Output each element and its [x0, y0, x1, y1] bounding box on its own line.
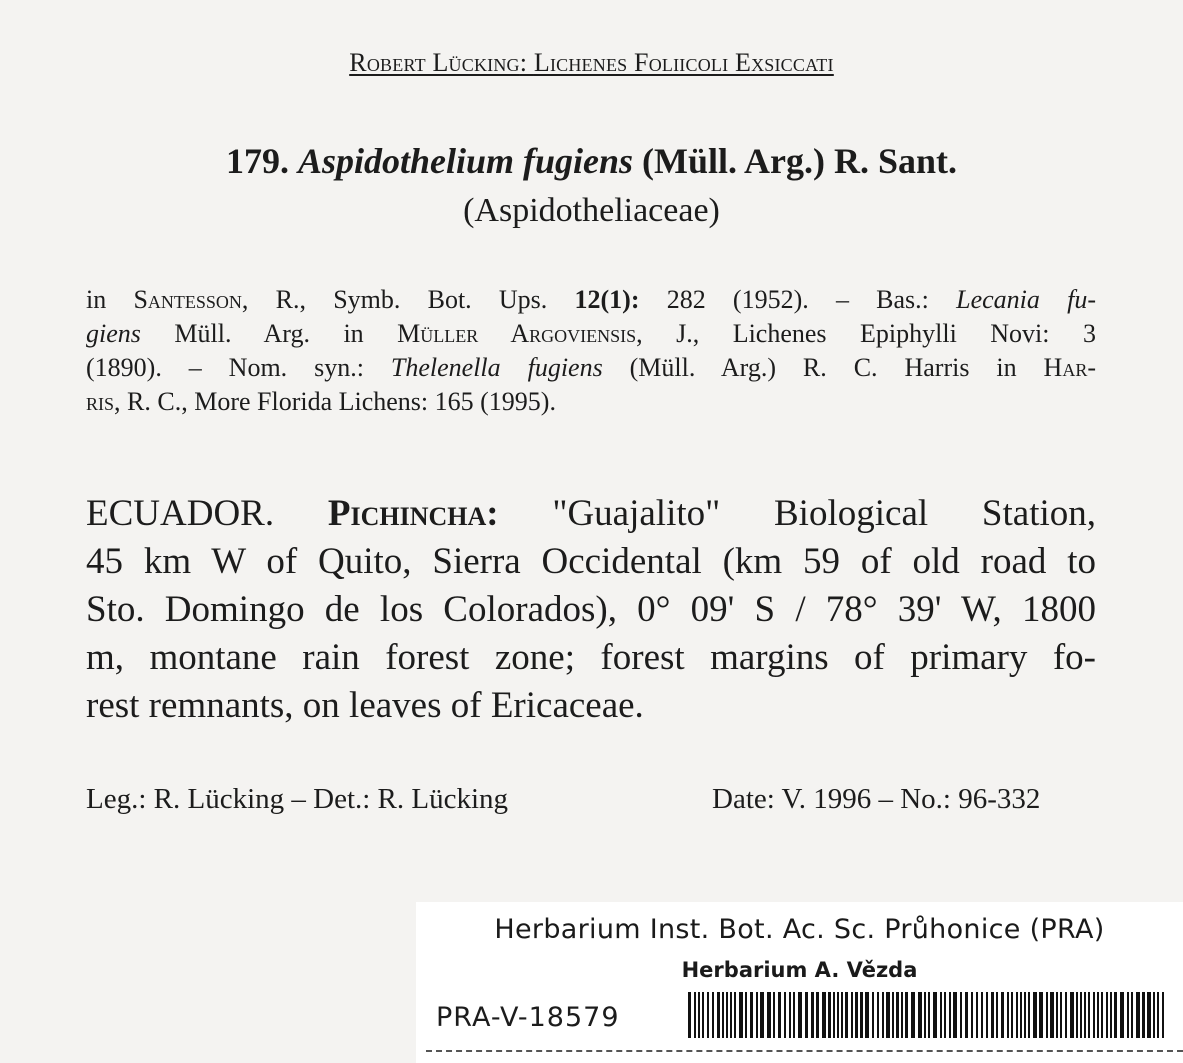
barcode-bar — [981, 992, 983, 1038]
barcode-bar — [722, 992, 724, 1038]
barcode-bar — [1080, 992, 1082, 1038]
barcode-bar — [726, 992, 728, 1038]
barcode-bar — [1076, 992, 1078, 1038]
synonym: Thelenella fugiens — [390, 353, 603, 382]
herbarium-sticker — [416, 902, 1183, 1063]
barcode-bar — [793, 992, 795, 1038]
barcode-bar — [1033, 992, 1037, 1038]
barcode-bar — [698, 992, 700, 1038]
barcode-bar — [773, 992, 775, 1038]
barcode-bar — [822, 992, 826, 1038]
nomenclatural-citation — [86, 283, 1096, 419]
barcode — [688, 992, 1166, 1038]
barcode-bar — [739, 992, 743, 1038]
barcode-bar — [707, 992, 709, 1038]
barcode-bar — [1050, 992, 1054, 1038]
locality-line: ECUADOR. Pichincha: "Guajalito" Biological Station, — [86, 493, 1096, 534]
barcode-bar — [1127, 992, 1129, 1038]
series-header — [0, 48, 1183, 78]
barcode-bar — [789, 992, 791, 1038]
barcode-bar — [949, 992, 951, 1038]
barcode-bar — [1039, 992, 1043, 1038]
citation-line: (1890). – Nom. syn.: Thelenella fugiens (Müll. Arg.) R. C. Harris in Har- — [86, 353, 1096, 382]
barcode-bar — [1110, 992, 1112, 1038]
barcode-bar — [837, 992, 839, 1038]
barcode-bar — [1028, 992, 1030, 1038]
taxon-title — [0, 140, 1183, 182]
barcode-bar — [1016, 992, 1018, 1038]
specimen-id: PRA-V-18579 — [436, 1002, 620, 1033]
barcode-bar — [872, 992, 874, 1038]
barcode-bar — [901, 992, 903, 1038]
series-author: Robert Lücking — [349, 48, 520, 77]
barcode-bar — [1120, 992, 1124, 1038]
barcode-bar — [805, 992, 808, 1038]
family-name: (Aspidotheliaceae) — [463, 192, 720, 229]
barcode-bar — [896, 992, 899, 1038]
barcode-bar — [1001, 992, 1004, 1038]
barcode-bar — [811, 992, 814, 1038]
barcode-bar — [1024, 992, 1026, 1038]
herbarium-institution: Herbarium Inst. Bot. Ac. Sc. Průhonice (PRA) — [494, 914, 1105, 945]
barcode-bar — [1007, 992, 1009, 1038]
taxon-authority: (Müll. Arg.) R. Sant. — [642, 141, 958, 181]
cited-author: ris — [86, 387, 115, 416]
barcode-bar — [1142, 992, 1145, 1038]
barcode-bar — [1157, 992, 1159, 1038]
country: ECUADOR. — [86, 493, 328, 534]
locality-line: m, montane rain forest zone; forest margins of primary fo- — [86, 637, 1096, 678]
barcode-bar — [1084, 992, 1086, 1038]
barcode-bar — [991, 992, 994, 1038]
barcode-bar — [1070, 992, 1074, 1038]
cut-line — [426, 1050, 1183, 1052]
series-separator: : — [519, 48, 534, 77]
basionym: giens — [86, 319, 141, 348]
barcode-bar — [986, 992, 988, 1038]
series-name: Lichenes Foliicoli Exsiccati — [533, 48, 834, 77]
barcode-bar — [892, 992, 894, 1038]
region: Pichincha: — [327, 493, 499, 534]
barcode-bar — [730, 992, 732, 1038]
barcode-bar — [1106, 992, 1108, 1038]
barcode-bar — [1088, 992, 1090, 1038]
barcode-bar — [712, 992, 714, 1038]
barcode-bar — [734, 992, 736, 1038]
cited-author: Har- — [1043, 353, 1096, 382]
barcode-bar — [1153, 992, 1155, 1038]
barcode-bar — [851, 992, 853, 1038]
barcode-bar — [750, 992, 753, 1038]
barcode-bar — [1065, 992, 1067, 1038]
barcode-bar — [928, 992, 930, 1038]
barcode-bar — [976, 992, 978, 1038]
barcode-bar — [1136, 992, 1140, 1038]
barcode-bar — [845, 992, 848, 1038]
barcode-bar — [745, 992, 747, 1038]
locality-description — [86, 490, 1096, 730]
barcode-bar — [953, 992, 957, 1038]
barcode-bar — [1020, 992, 1022, 1038]
citation-line: giens Müll. Arg. in Müller Argoviensis, J., Lichenes Epiphylli Novi: 3 — [86, 319, 1096, 348]
barcode-bar — [717, 992, 720, 1038]
locality-line: Sto. Domingo de los Colorados), 0° 09' S / 78° 39' W, 1800 — [86, 589, 1096, 630]
cited-author: Müller Argoviensis — [397, 319, 637, 348]
collector-determiner: Leg.: R. Lücking – Det.: R. Lücking — [86, 783, 509, 815]
barcode-bar — [1097, 992, 1099, 1038]
cited-author: Santesson — [133, 285, 242, 314]
date-and-number: Date: V. 1996 – No.: 96-332 — [712, 783, 1041, 815]
barcode-bar — [767, 992, 771, 1038]
barcode-bar — [778, 992, 781, 1038]
barcode-bar — [1162, 992, 1164, 1038]
exsiccata-number: 179. — [225, 141, 289, 181]
barcode-bar — [1046, 992, 1048, 1038]
barcode-bar — [944, 992, 946, 1038]
barcode-bar — [918, 992, 922, 1038]
basionym: Lecania fu- — [956, 285, 1096, 314]
barcode-bar — [865, 992, 869, 1038]
barcode-bar — [1093, 992, 1095, 1038]
barcode-bar — [756, 992, 758, 1038]
barcode-bar — [1060, 992, 1062, 1038]
volume: 12(1): — [574, 285, 640, 314]
barcode-bar — [798, 992, 802, 1038]
barcode-bar — [1011, 992, 1013, 1038]
locality-line: rest remnants, on leaves of Ericaceae. — [86, 685, 644, 726]
barcode-bar — [1131, 992, 1133, 1038]
barcode-bar — [905, 992, 908, 1038]
barcode-bar — [1114, 992, 1117, 1038]
barcode-bar — [933, 992, 937, 1038]
barcode-bar — [940, 992, 942, 1038]
barcode-bar — [855, 992, 858, 1038]
taxon-name: Aspidothelium fugiens — [297, 141, 634, 181]
locality-line: 45 km W of Quito, Sierra Occidental (km 59 of old road to — [86, 541, 1096, 582]
barcode-bar — [833, 992, 835, 1038]
barcode-bar — [1101, 992, 1103, 1038]
barcode-bar — [877, 992, 879, 1038]
barcode-bar — [688, 992, 691, 1038]
barcode-bar — [760, 992, 764, 1038]
barcode-bar — [924, 992, 926, 1038]
barcode-bar — [702, 992, 704, 1038]
barcode-bar — [860, 992, 863, 1038]
barcode-bar — [828, 992, 831, 1038]
barcode-bar — [911, 992, 915, 1038]
barcode-bar — [886, 992, 890, 1038]
barcode-bar — [960, 992, 962, 1038]
herbarium-collection: Herbarium A. Vězda — [681, 958, 918, 982]
barcode-bar — [882, 992, 884, 1038]
barcode-bar — [1056, 992, 1058, 1038]
barcode-bar — [841, 992, 843, 1038]
barcode-bar — [1147, 992, 1151, 1038]
barcode-bar — [816, 992, 819, 1038]
barcode-bar — [694, 992, 696, 1038]
barcode-bar — [784, 992, 786, 1038]
barcode-bar — [971, 992, 973, 1038]
citation-line: ris, R. C., More Florida Lichens: 165 (1995). — [86, 387, 556, 416]
barcode-bar — [965, 992, 968, 1038]
citation-line: in Santesson, R., Symb. Bot. Ups. 12(1): 282 (1952). – Bas.: Lecania fu- — [86, 285, 1096, 314]
barcode-bar — [996, 992, 998, 1038]
